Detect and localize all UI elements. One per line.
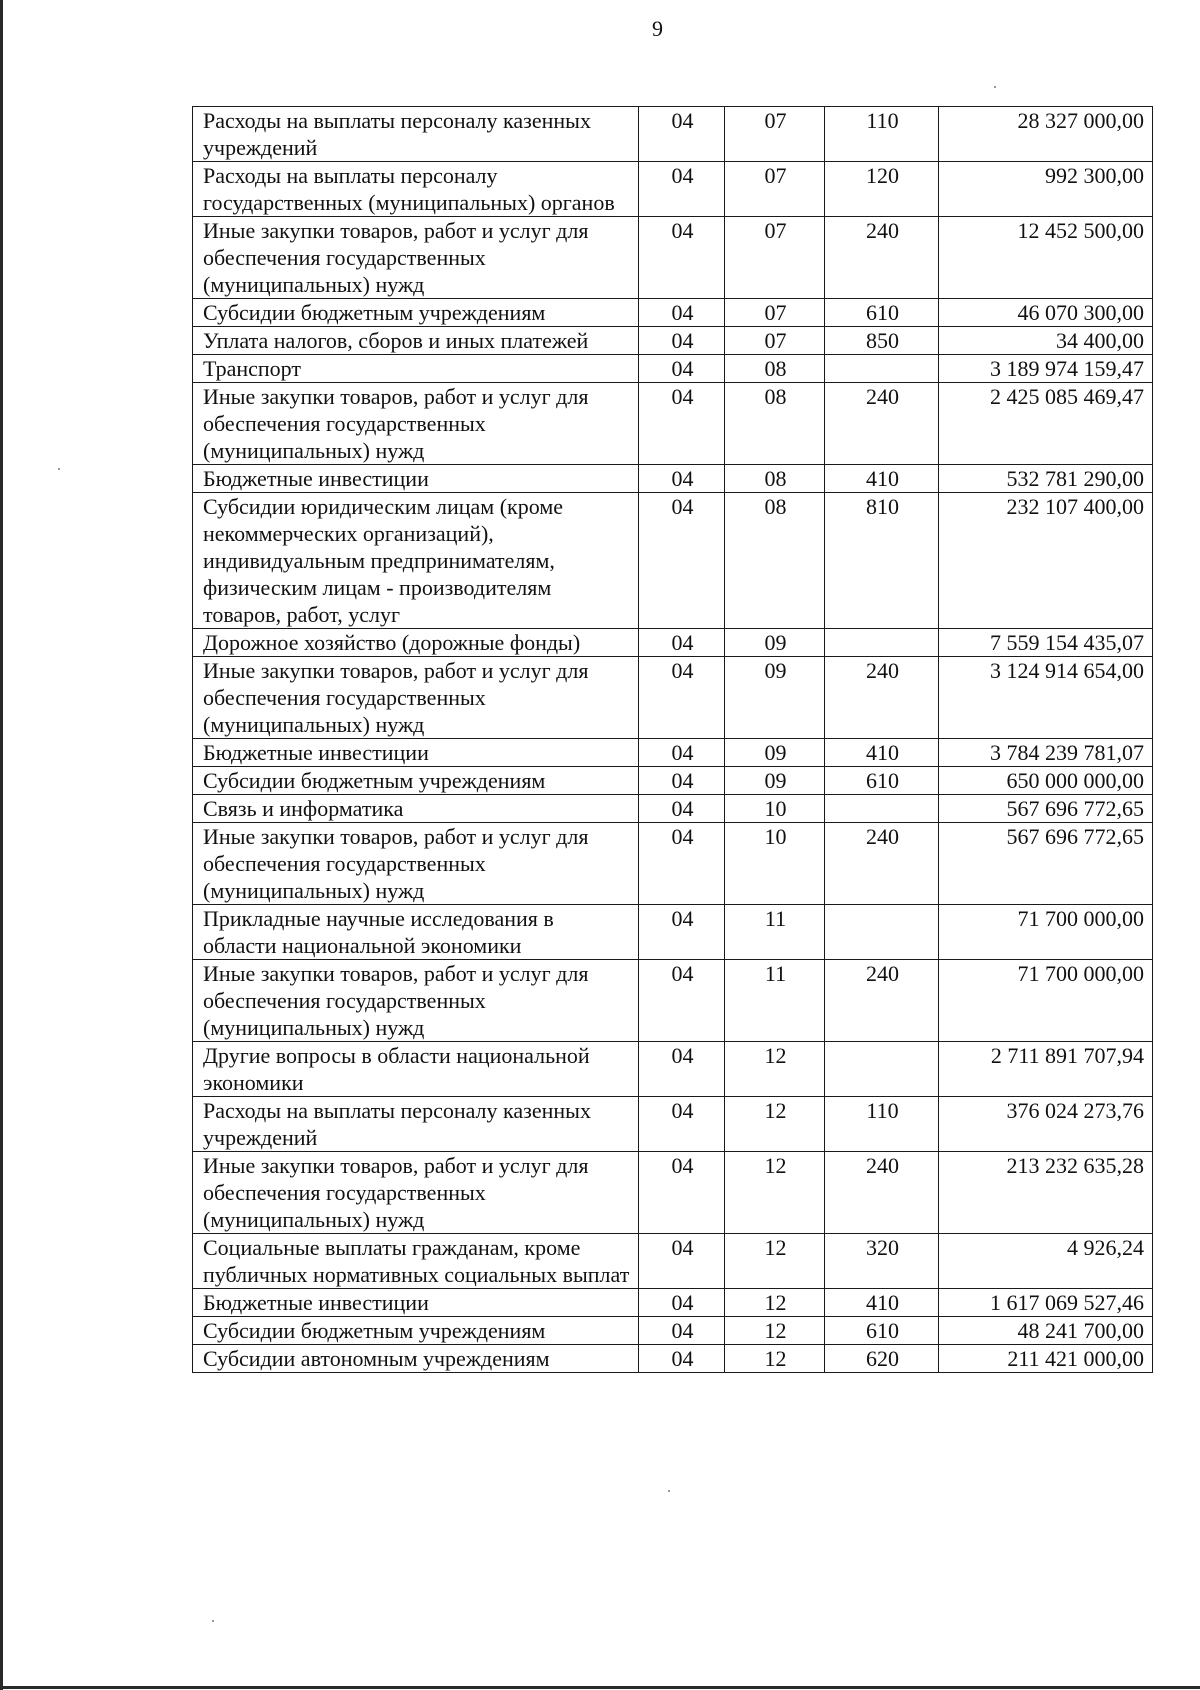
row-subsection-cell: 07 [725,107,825,162]
row-subsection-cell: 12 [725,1289,825,1317]
row-section-cell: 04 [639,299,725,327]
row-expense-type-cell: 240 [825,960,939,1042]
row-section-cell: 04 [639,107,725,162]
table-row [193,823,1153,905]
row-amount-cell: 567 696 772,65 [939,823,1153,905]
table-row [193,217,1153,299]
budget-table [192,106,1153,1373]
row-section-cell: 04 [639,1097,725,1152]
table-row [193,493,1153,629]
table-row [193,355,1153,383]
row-name-cell: Бюджетные инвестиции [193,739,639,767]
row-section-cell: 04 [639,905,725,960]
row-section-cell: 04 [639,1289,725,1317]
row-expense-type-cell: 110 [825,107,939,162]
row-name-cell: Иные закупки товаров, работ и услуг для обеспечения государственных (муниципальных) нужд [193,960,639,1042]
row-expense-type-cell: 120 [825,162,939,217]
row-amount-cell: 532 781 290,00 [939,465,1153,493]
row-subsection-cell: 08 [725,465,825,493]
row-section-cell: 04 [639,493,725,629]
row-expense-type-cell [825,905,939,960]
row-name-cell: Расходы на выплаты персоналу государственных (муниципальных) органов [193,162,639,217]
table-row [193,327,1153,355]
row-expense-type-cell [825,1042,939,1097]
row-section-cell: 04 [639,1234,725,1289]
row-expense-type-cell: 850 [825,327,939,355]
row-name-cell: Иные закупки товаров, работ и услуг для обеспечения государственных (муниципальных) нужд [193,383,639,465]
table-row [193,905,1153,960]
row-amount-cell: 211 421 000,00 [939,1345,1153,1373]
row-expense-type-cell: 240 [825,217,939,299]
row-section-cell: 04 [639,327,725,355]
row-subsection-cell: 09 [725,767,825,795]
row-name-cell: Социальные выплаты гражданам, кроме публичных нормативных социальных выплат [193,1234,639,1289]
row-name-cell: Дорожное хозяйство (дорожные фонды) [193,629,639,657]
row-section-cell: 04 [639,739,725,767]
row-amount-cell: 2 711 891 707,94 [939,1042,1153,1097]
table-row [193,107,1153,162]
table-row [193,1152,1153,1234]
row-section-cell: 04 [639,355,725,383]
row-amount-cell: 48 241 700,00 [939,1317,1153,1345]
row-amount-cell: 7 559 154 435,07 [939,629,1153,657]
row-section-cell: 04 [639,960,725,1042]
table-row [193,465,1153,493]
scan-speck [58,468,60,470]
row-expense-type-cell: 240 [825,383,939,465]
row-expense-type-cell: 610 [825,1317,939,1345]
row-section-cell: 04 [639,1042,725,1097]
table-row [193,162,1153,217]
row-expense-type-cell: 620 [825,1345,939,1373]
row-amount-cell: 3 124 914 654,00 [939,657,1153,739]
row-amount-cell: 3 784 239 781,07 [939,739,1153,767]
row-section-cell: 04 [639,767,725,795]
row-name-cell: Связь и информатика [193,795,639,823]
row-name-cell: Другие вопросы в области национальной экономики [193,1042,639,1097]
row-section-cell: 04 [639,162,725,217]
row-expense-type-cell: 320 [825,1234,939,1289]
scan-speck [212,1620,214,1622]
row-expense-type-cell: 240 [825,657,939,739]
row-expense-type-cell [825,355,939,383]
row-amount-cell: 2 425 085 469,47 [939,383,1153,465]
budget-table-body [193,107,1153,1373]
row-name-cell: Транспорт [193,355,639,383]
row-subsection-cell: 08 [725,355,825,383]
row-amount-cell: 213 232 635,28 [939,1152,1153,1234]
row-expense-type-cell: 810 [825,493,939,629]
row-name-cell: Иные закупки товаров, работ и услуг для обеспечения государственных (муниципальных) нужд [193,657,639,739]
row-section-cell: 04 [639,1317,725,1345]
scan-left-edge [0,0,3,1690]
scan-speck [994,86,996,88]
row-subsection-cell: 11 [725,905,825,960]
row-name-cell: Расходы на выплаты персоналу казенных учреждений [193,107,639,162]
row-name-cell: Расходы на выплаты персоналу казенных учреждений [193,1097,639,1152]
row-subsection-cell: 11 [725,960,825,1042]
row-name-cell: Прикладные научные исследования в области национальной экономики [193,905,639,960]
row-amount-cell: 71 700 000,00 [939,905,1153,960]
table-row [193,657,1153,739]
row-section-cell: 04 [639,465,725,493]
row-expense-type-cell [825,795,939,823]
row-name-cell: Иные закупки товаров, работ и услуг для обеспечения государственных (муниципальных) нужд [193,1152,639,1234]
row-subsection-cell: 10 [725,795,825,823]
row-name-cell: Субсидии бюджетным учреждениям [193,767,639,795]
row-subsection-cell: 08 [725,493,825,629]
row-subsection-cell: 08 [725,383,825,465]
row-amount-cell: 4 926,24 [939,1234,1153,1289]
table-row [193,767,1153,795]
row-section-cell: 04 [639,383,725,465]
row-section-cell: 04 [639,1152,725,1234]
table-row [193,1345,1153,1373]
row-name-cell: Субсидии автономным учреждениям [193,1345,639,1373]
table-row [193,629,1153,657]
table-row [193,1234,1153,1289]
row-amount-cell: 34 400,00 [939,327,1153,355]
row-subsection-cell: 09 [725,739,825,767]
row-section-cell: 04 [639,795,725,823]
row-amount-cell: 567 696 772,65 [939,795,1153,823]
table-row [193,960,1153,1042]
row-expense-type-cell: 610 [825,299,939,327]
row-amount-cell: 3 189 974 159,47 [939,355,1153,383]
row-subsection-cell: 10 [725,823,825,905]
table-row [193,383,1153,465]
row-amount-cell: 1 617 069 527,46 [939,1289,1153,1317]
row-expense-type-cell: 410 [825,1289,939,1317]
table-row [193,1097,1153,1152]
row-amount-cell: 376 024 273,76 [939,1097,1153,1152]
row-name-cell: Иные закупки товаров, работ и услуг для обеспечения государственных (муниципальных) нужд [193,217,639,299]
row-subsection-cell: 12 [725,1152,825,1234]
row-amount-cell: 71 700 000,00 [939,960,1153,1042]
row-amount-cell: 28 327 000,00 [939,107,1153,162]
row-section-cell: 04 [639,217,725,299]
row-expense-type-cell: 110 [825,1097,939,1152]
row-expense-type-cell: 610 [825,767,939,795]
row-amount-cell: 46 070 300,00 [939,299,1153,327]
row-expense-type-cell: 240 [825,823,939,905]
row-name-cell: Иные закупки товаров, работ и услуг для обеспечения государственных (муниципальных) нужд [193,823,639,905]
row-subsection-cell: 12 [725,1345,825,1373]
row-expense-type-cell: 410 [825,465,939,493]
row-amount-cell: 12 452 500,00 [939,217,1153,299]
table-row [193,739,1153,767]
row-subsection-cell: 12 [725,1317,825,1345]
row-subsection-cell: 12 [725,1097,825,1152]
row-section-cell: 04 [639,823,725,905]
row-section-cell: 04 [639,629,725,657]
table-row [193,299,1153,327]
table-row [193,1042,1153,1097]
row-expense-type-cell: 410 [825,739,939,767]
row-subsection-cell: 07 [725,217,825,299]
row-expense-type-cell: 240 [825,1152,939,1234]
table-row [193,1289,1153,1317]
table-row [193,795,1153,823]
row-subsection-cell: 07 [725,299,825,327]
row-amount-cell: 232 107 400,00 [939,493,1153,629]
row-amount-cell: 650 000 000,00 [939,767,1153,795]
row-subsection-cell: 12 [725,1234,825,1289]
row-subsection-cell: 12 [725,1042,825,1097]
row-name-cell: Субсидии бюджетным учреждениям [193,1317,639,1345]
row-subsection-cell: 07 [725,327,825,355]
row-name-cell: Бюджетные инвестиции [193,1289,639,1317]
row-name-cell: Уплата налогов, сборов и иных платежей [193,327,639,355]
row-section-cell: 04 [639,657,725,739]
row-name-cell: Субсидии юридическим лицам (кроме некоммерческих организаций), индивидуальным предпринимателям, физическим лицам - производителям товаров, работ, услуг [193,493,639,629]
table-row [193,1317,1153,1345]
row-section-cell: 04 [639,1345,725,1373]
row-subsection-cell: 07 [725,162,825,217]
row-expense-type-cell [825,629,939,657]
row-subsection-cell: 09 [725,657,825,739]
row-subsection-cell: 09 [725,629,825,657]
scan-speck [668,1490,670,1492]
row-name-cell: Бюджетные инвестиции [193,465,639,493]
page-number: 9 [652,16,663,41]
scan-bottom-edge [0,1686,1200,1689]
row-name-cell: Субсидии бюджетным учреждениям [193,299,639,327]
row-amount-cell: 992 300,00 [939,162,1153,217]
